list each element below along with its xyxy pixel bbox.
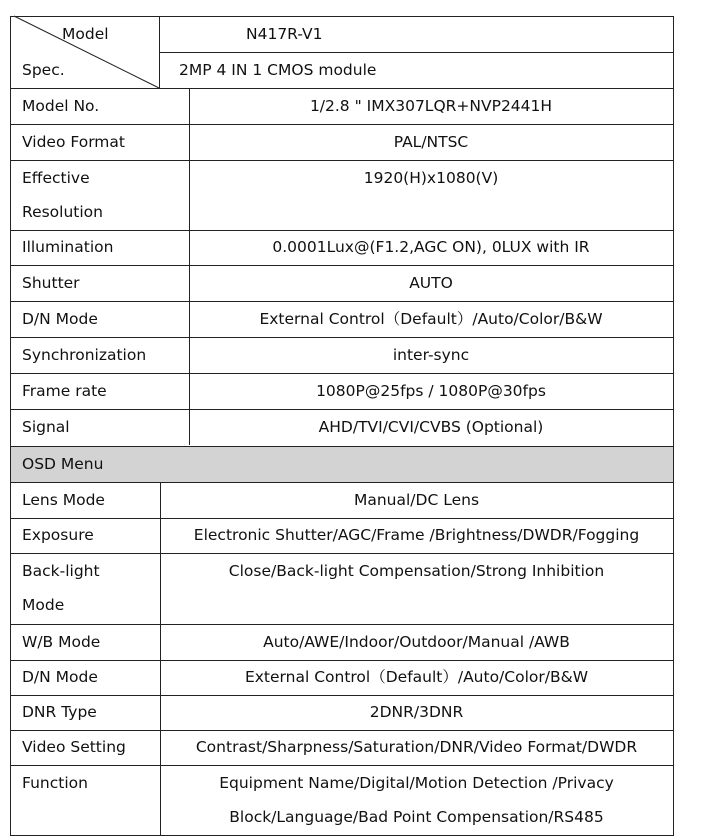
row-value: Auto/AWE/Indoor/Outdoor/Manual /AWB <box>263 633 570 651</box>
row-label-line: Resolution <box>22 203 103 221</box>
grid-hline <box>10 553 674 554</box>
row-label: W/B Mode <box>22 633 101 651</box>
grid-hline <box>10 482 674 483</box>
row-value: inter-sync <box>392 346 470 364</box>
row-label: D/N Mode <box>22 310 98 328</box>
grid-vline <box>160 518 161 553</box>
row-value: Manual/DC Lens <box>353 491 480 509</box>
header-corner-spec-label: Spec. <box>22 61 65 79</box>
grid-vline <box>189 373 190 409</box>
grid-hline <box>10 660 674 661</box>
row-value-line: Equipment Name/Digital/Motion Detection /Privacy <box>219 774 614 792</box>
grid-hline <box>10 409 674 410</box>
grid-hline <box>10 124 674 125</box>
grid-vline <box>160 695 161 730</box>
grid-vline <box>189 88 190 124</box>
grid-hline <box>10 301 674 302</box>
row-label: Model No. <box>22 97 100 115</box>
row-label-line: Mode <box>22 596 65 614</box>
spec-value: 2MP 4 IN 1 CMOS module <box>179 61 377 79</box>
grid-vline <box>189 265 190 301</box>
row-value-line: Close/Back-light Compensation/Strong Inhibition <box>228 562 605 580</box>
row-label-line <box>10 799 160 835</box>
row-value: PAL/NTSC <box>393 133 469 151</box>
grid-vline <box>189 301 190 337</box>
grid-vline <box>159 16 160 88</box>
grid-vline <box>160 730 161 765</box>
header-corner-model-label: Model <box>62 25 109 43</box>
grid-hline <box>10 88 674 89</box>
row-value: Contrast/Sharpness/Saturation/DNR/Video Format/DWDR <box>195 738 638 756</box>
grid-vline <box>189 124 190 160</box>
row-label-line: Back-light <box>22 562 100 580</box>
row-label: DNR Type <box>22 703 97 721</box>
row-label: Lens Mode <box>22 491 105 509</box>
grid-hline <box>10 730 674 731</box>
grid-vline <box>189 337 190 373</box>
row-label-line: Function <box>22 774 88 792</box>
grid-vline <box>189 160 190 230</box>
row-value: 1080P@25fps / 1080P@30fps <box>316 382 546 400</box>
row-label: D/N Mode <box>22 668 98 686</box>
grid-vline <box>160 660 161 695</box>
grid-hline <box>10 446 674 447</box>
row-label: Signal <box>22 418 70 436</box>
grid-vline <box>189 230 190 265</box>
row-value: AUTO <box>409 274 453 292</box>
grid-hline <box>10 765 674 766</box>
row-value: External Control（Default）/Auto/Color/B&W <box>259 310 603 328</box>
grid-hline <box>10 160 674 161</box>
row-value: 2DNR/3DNR <box>369 703 464 721</box>
row-label: Shutter <box>22 274 80 292</box>
grid-hline <box>10 518 674 519</box>
grid-hline <box>10 337 674 338</box>
model-value: N417R-V1 <box>246 25 323 43</box>
row-label: Frame rate <box>22 382 107 400</box>
grid-hline <box>10 695 674 696</box>
row-value: AHD/TVI/CVI/CVBS (Optional) <box>318 418 544 436</box>
row-label: Exposure <box>22 526 94 544</box>
grid-vline <box>160 765 161 835</box>
row-label: Illumination <box>22 238 114 256</box>
row-value-line: 1920(H)x1080(V) <box>363 169 499 187</box>
row-label: Video Setting <box>22 738 126 756</box>
row-value: 0.0001Lux@(F1.2,AGC ON), 0LUX with IR <box>272 238 590 256</box>
grid-hline <box>10 16 674 17</box>
osd-section-title: OSD Menu <box>22 455 104 473</box>
row-value: Electronic Shutter/AGC/Frame /Brightness/DWDR/Fogging <box>193 526 640 544</box>
grid-hline <box>10 230 674 231</box>
grid-vline <box>160 624 161 660</box>
grid-vline <box>160 553 161 624</box>
grid-vline <box>160 482 161 518</box>
grid-vline <box>673 16 674 835</box>
grid-hline <box>10 265 674 266</box>
row-label: Video Format <box>22 133 125 151</box>
grid-vline <box>189 409 190 445</box>
row-label-line: Effective <box>22 169 90 187</box>
row-value-line: Block/Language/Bad Point Compensation/RS485 <box>229 808 604 826</box>
grid-hline <box>10 373 674 374</box>
row-label: Synchronization <box>22 346 147 364</box>
row-value: External Control（Default）/Auto/Color/B&W <box>244 668 589 686</box>
grid-hline <box>160 52 674 53</box>
grid-vline <box>10 16 11 835</box>
row-value: 1/2.8 " IMX307LQR+NVP2441H <box>309 97 553 115</box>
grid-hline <box>10 624 674 625</box>
